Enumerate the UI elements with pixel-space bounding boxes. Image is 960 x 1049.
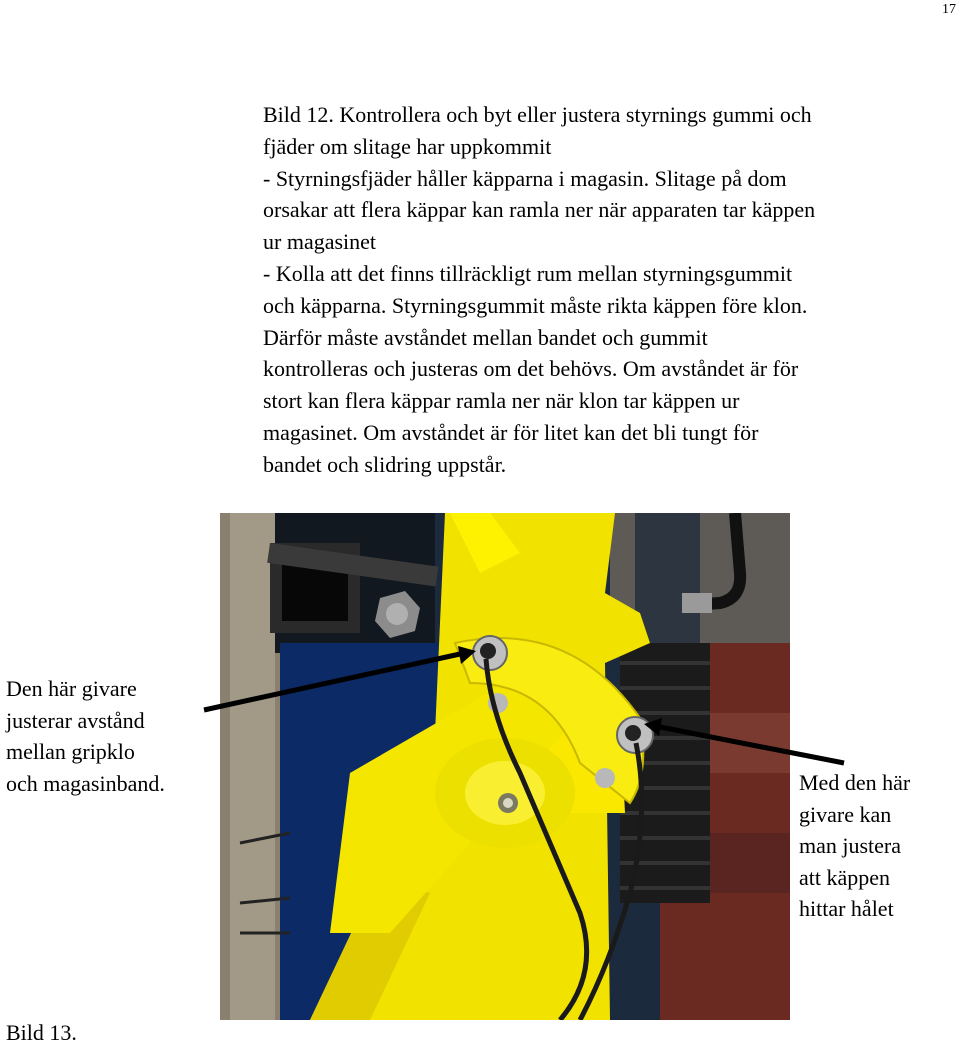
caption-right (799, 767, 959, 925)
page-number: 17 (942, 2, 956, 17)
caption-line: att käppen (799, 864, 891, 890)
caption-line: man justera (799, 833, 902, 858)
caption-line: och magasinband. (6, 770, 165, 796)
body-text (263, 99, 958, 481)
body-line: stort kan flera käppar ramla ner när klon tar käppen ur (263, 388, 740, 414)
body-line: Bild 12. Kontrollera och byt eller justera styrnings gummi och (263, 102, 812, 127)
body-line: orsakar att flera käppar kan ramla ner när apparaten tar käppen (263, 197, 816, 223)
caption-line: Den här givare (6, 676, 137, 701)
body-line: - Styrningsfjäder håller käpparna i magasin. Slitage på dom (263, 165, 787, 191)
caption-line: hittar hålet (799, 896, 894, 921)
body-line: Därför måste avståndet mellan bandet och gummit (263, 324, 708, 350)
body-line: magasinet. Om avståndet är för litet kan det bli tungt för (263, 419, 759, 445)
body-line: och käpparna. Styrningsgummit måste rikta käppen före klon. (263, 292, 808, 318)
caption-left (6, 673, 206, 799)
body-line: - Kolla att det finns tillräckligt rum mellan styrningsgummit (263, 260, 793, 286)
body-line: bandet och slidring uppstår. (263, 451, 507, 477)
caption-line: justerar avstånd (6, 707, 145, 733)
caption-line: Med den här (799, 770, 911, 795)
figure-label: Bild 13. (6, 1020, 77, 1045)
body-line: kontrolleras och justeras om det behövs. Om avståndet är för (263, 356, 799, 382)
body-line: ur magasinet (263, 229, 377, 255)
caption-line: givare kan (799, 801, 892, 827)
caption-line: mellan gripklo (6, 739, 135, 764)
body-line: fjäder om slitage har uppkommit (263, 133, 552, 159)
machine-photo (220, 513, 790, 1020)
